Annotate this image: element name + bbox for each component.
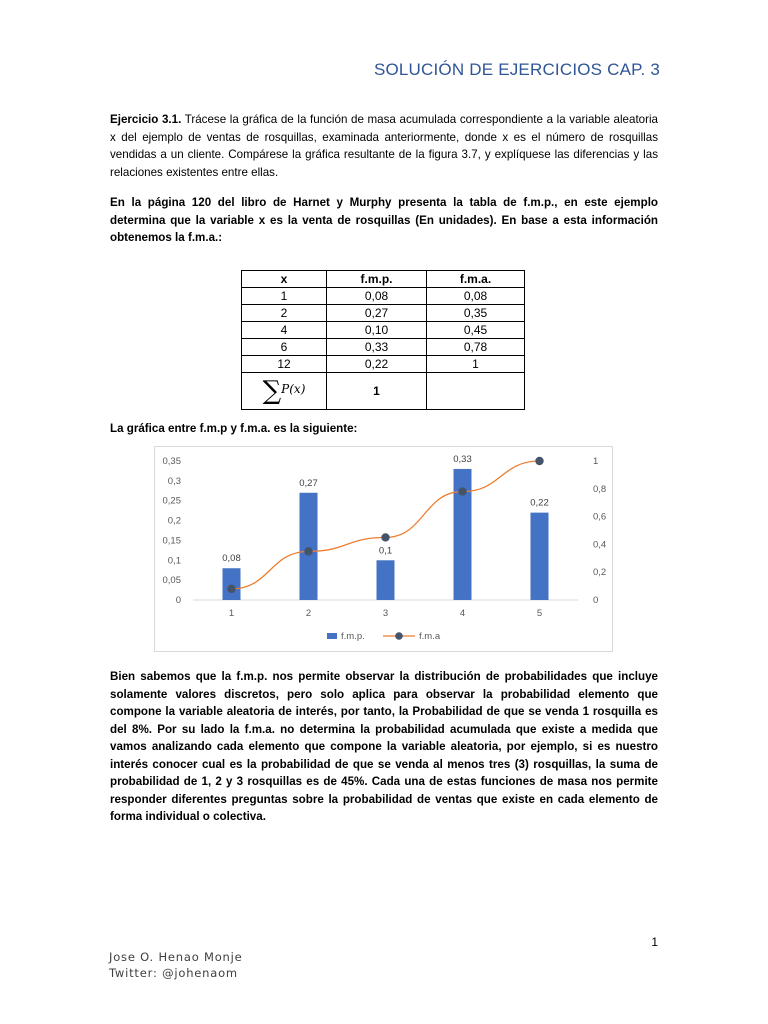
table-cell: 2 [242, 305, 327, 322]
legend-swatch-fmp [327, 633, 337, 639]
table-cell: 0,08 [427, 288, 525, 305]
y-left-tick-label: 0,05 [162, 575, 181, 587]
table-header-cell: f.m.a. [427, 271, 525, 288]
line-fma-marker [381, 533, 389, 541]
y-left-tick-label: 0,3 [167, 475, 181, 487]
table-cell: 0,08 [327, 288, 427, 305]
table-header-cell: f.m.p. [327, 271, 427, 288]
y-left-tick-label: 0,25 [162, 495, 181, 507]
bar-data-label: 0,08 [222, 553, 241, 565]
page-title: SOLUCIÓN DE EJERCICIOS CAP. 3 [373, 60, 660, 79]
table-row [242, 322, 525, 339]
line-fma-marker [304, 547, 312, 555]
legend-swatch-fma-marker [395, 632, 403, 640]
legend-label-fma: f.m.a [419, 631, 441, 642]
bar-data-label: 0,22 [530, 497, 549, 509]
y-right-tick-label: 1 [593, 456, 599, 467]
y-right-tick-label: 0,6 [593, 511, 607, 523]
bar-data-label: 0,33 [453, 453, 472, 465]
table-cell: 1 [242, 288, 327, 305]
table-row [242, 288, 525, 305]
bar-data-label: 0,27 [299, 477, 318, 489]
table-header-row [242, 271, 525, 288]
table-cell: 0,10 [327, 322, 427, 339]
x-tick-label: 4 [459, 608, 466, 619]
sum-variable: P(x) [281, 382, 306, 396]
combo-chart [154, 446, 613, 652]
table-cell: 6 [242, 339, 327, 356]
y-right-tick-label: 0,8 [593, 483, 607, 495]
table-cell: 0,45 [427, 322, 525, 339]
table-sum-row [242, 373, 525, 410]
sum-fmp-cell: 1 [327, 373, 427, 410]
table-cell: 12 [242, 356, 327, 373]
footer-author: Jose O. Henao Monje [109, 950, 243, 964]
line-fma-marker [535, 457, 543, 465]
chart-svg [155, 447, 612, 651]
table-cell: 0,33 [327, 339, 427, 356]
x-tick-label: 3 [382, 608, 389, 619]
table-cell: 0,78 [427, 339, 525, 356]
sigma-symbol: ∑ [262, 376, 282, 406]
x-tick-label: 1 [228, 608, 235, 619]
line-fma-marker [227, 585, 235, 593]
x-tick-label: 2 [305, 608, 312, 619]
table-row [242, 339, 525, 356]
legend-label-fmp: f.m.p. [341, 631, 365, 642]
line-fma-marker [458, 487, 466, 495]
sum-label-cell [242, 373, 327, 410]
table-header-cell: x [242, 271, 327, 288]
table-cell: 4 [242, 322, 327, 339]
table-cell: 1 [427, 356, 525, 373]
bar-data-label: 0,1 [378, 545, 393, 557]
y-right-tick-label: 0 [593, 595, 599, 606]
table-cell: 0,27 [327, 305, 427, 322]
table-cell: 0,22 [327, 356, 427, 373]
page-number: 1 [651, 935, 658, 949]
exercise-text: Trácese la gráfica de la función de masa acumulada correspondiente a la variable aleatoria x del ejemplo de ventas de rosquillas, examinada anteriormente, donde x es el número de rosquillas vendidas a un cliente. Compárese la gráfica resultante de la figura 3.7, y explíquese las diferencias y las relaciones existentes entre ellas. [110, 113, 658, 179]
bar-fmp [300, 493, 318, 600]
conclusion-paragraph: Bien sabemos que la f.m.p. nos permite observar la distribución de probabilidades que incluye solamente valores discretos, pero solo aplica para observar la probabilidad elemento que compone la variable aleatoria de interés, por tanto, la Probabilidad de que se venda 1 rosquilla es del 8%. Por su lado la f.m.a. no determina la probabilidad acumulada que existe a medida que vamos analizando cada elemento que compone la variable aleatoria, por ejemplo, si es nuestro interés conocer cual es la probabilidad de que se venda al menos tres (3) rosquillas, la suma de probabilidad de 1, 2 y 3 rosquillas es de 45%. Cada una de estas funciones de masa nos permite responder diferentes preguntas sobre la probabilidad de ventas que existe en cada elemento de forma individual o colectiva. [110, 670, 658, 823]
summation-formula [262, 376, 306, 406]
x-tick-label: 5 [536, 608, 543, 619]
bar-fmp [531, 513, 549, 600]
y-left-tick-label: 0,35 [162, 456, 181, 467]
intro-paragraph: En la página 120 del libro de Harnet y Murphy presenta la tabla de f.m.p., en este ejemplo determina que la variable x es la venta de rosquillas (En unidades). En base a esta información obtenemos la f.m.a.: [110, 196, 658, 244]
sum-fma-cell [427, 373, 525, 410]
y-left-tick-label: 0,15 [162, 535, 181, 547]
y-right-tick-label: 0,2 [593, 567, 607, 579]
bar-fmp [223, 568, 241, 600]
y-left-tick-label: 0,1 [167, 555, 181, 567]
footer-twitter: Twitter: @johenaom [109, 966, 238, 980]
chart-intro: La gráfica entre f.m.p y f.m.a. es la siguiente: [110, 422, 358, 435]
y-left-tick-label: 0,2 [167, 515, 181, 527]
y-right-tick-label: 0,4 [593, 539, 607, 551]
table-cell: 0,35 [427, 305, 525, 322]
exercise-statement [110, 111, 658, 181]
fmp-fma-table [241, 270, 525, 410]
table-row [242, 305, 525, 322]
bar-fmp [377, 560, 395, 600]
y-left-tick-label: 0 [175, 595, 181, 606]
table-row [242, 356, 525, 373]
exercise-label: Ejercicio 3.1. [110, 113, 182, 126]
